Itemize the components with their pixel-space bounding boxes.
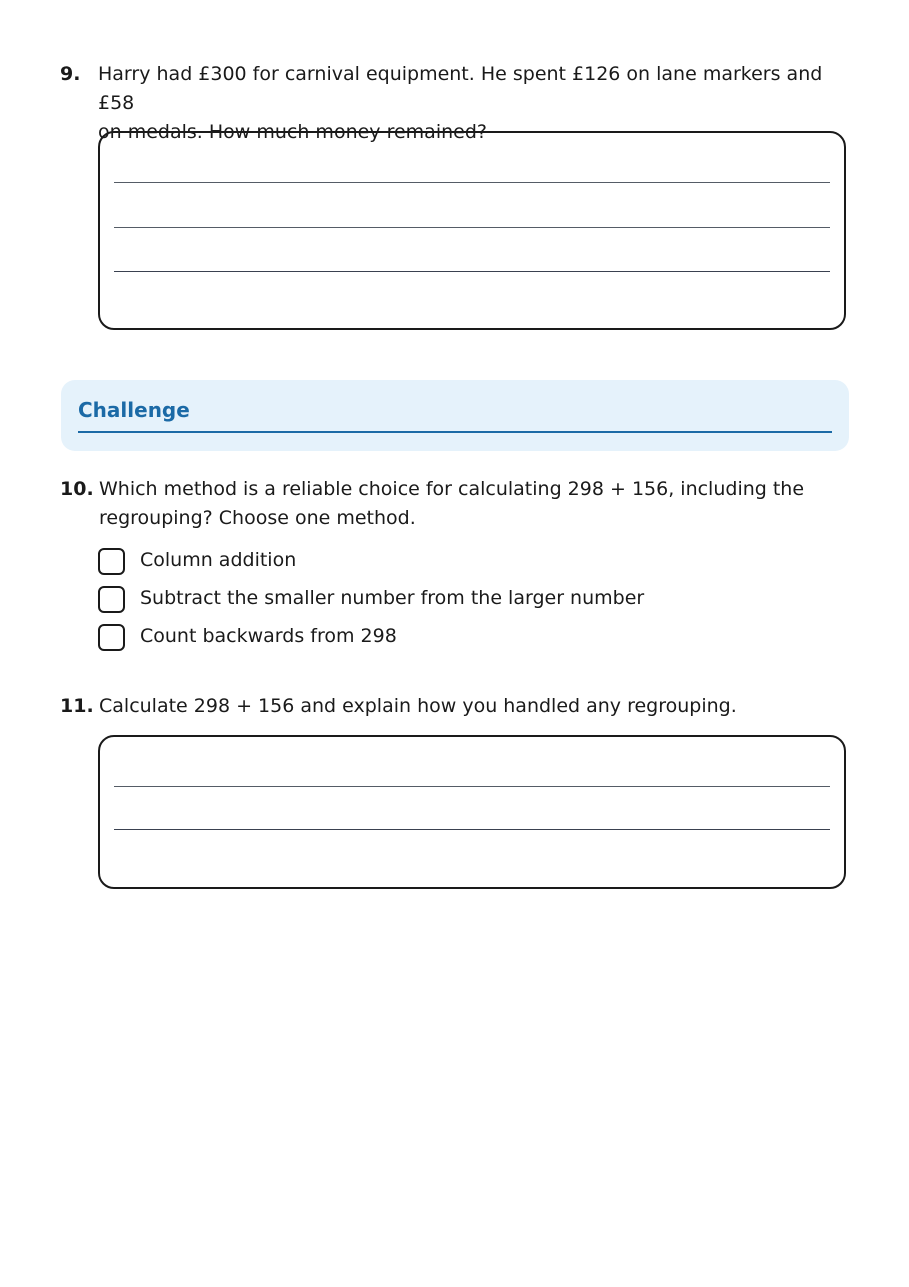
option-label: Column addition (140, 549, 297, 571)
answer-line (114, 182, 830, 183)
answer-line (114, 271, 830, 272)
question-text-line-1: Harry had £300 for carnival equipment. He spent £126 on lane markers and £58 (98, 63, 823, 114)
answer-line (114, 786, 830, 787)
question-text-line-2: regrouping? Choose one method. (99, 507, 416, 529)
question-text-line-1: Which method is a reliable choice for calculating 298 + 156, including the (99, 478, 805, 500)
answer-box-q9[interactable] (98, 131, 846, 330)
answer-line (114, 227, 830, 228)
question-11 (60, 692, 850, 721)
checkbox[interactable] (98, 548, 125, 575)
question-text: Calculate 298 + 156 and explain how you handled any regrouping. (99, 695, 737, 717)
question-number: 9. (60, 63, 81, 85)
question-10 (60, 475, 850, 533)
checkbox[interactable] (98, 624, 125, 651)
challenge-banner (61, 380, 849, 451)
challenge-title: Challenge (78, 398, 190, 422)
answer-line (114, 829, 830, 830)
question-text-line-2: on medals. How much money remained? (98, 121, 487, 143)
checkbox[interactable] (98, 586, 125, 613)
option-label: Count backwards from 298 (140, 625, 397, 647)
option-label: Subtract the smaller number from the larger number (140, 587, 645, 609)
question-number: 11. (60, 695, 94, 717)
answer-box-q11[interactable] (98, 735, 846, 889)
challenge-underline (78, 431, 832, 433)
question-number: 10. (60, 478, 94, 500)
